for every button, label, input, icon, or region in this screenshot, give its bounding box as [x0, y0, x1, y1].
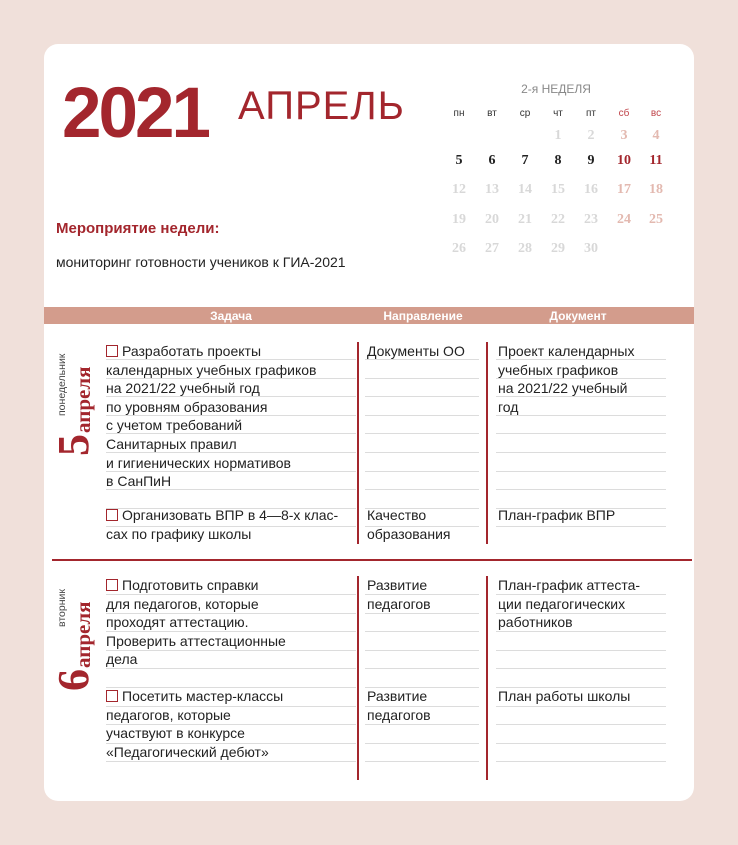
table-header — [44, 307, 694, 324]
column-separator — [486, 342, 488, 544]
day-month: апреля — [71, 366, 95, 433]
day-month: апреля — [71, 601, 95, 668]
weekday-header: вс — [650, 108, 662, 119]
calendar-day: 28 — [518, 241, 532, 256]
task-document: План работы школы — [498, 688, 631, 704]
header-task: Задача — [210, 309, 252, 323]
calendar-day: 13 — [485, 182, 499, 197]
writing-line — [496, 650, 666, 651]
task-direction: Документы ОО — [367, 343, 465, 359]
writing-line — [365, 433, 479, 434]
task-direction: Развитие педагогов — [367, 688, 431, 723]
task-item: Посетить мастер-классы педагогов, которые участвуют в конкурсе «Педагогический дебют» — [106, 688, 284, 760]
writing-line — [365, 631, 479, 632]
writing-line — [496, 706, 666, 707]
calendar-day: 20 — [485, 212, 499, 227]
column-separator — [357, 342, 359, 544]
event-of-week-title: Мероприятие недели: — [56, 220, 220, 237]
calendar-day: 3 — [620, 128, 628, 143]
weekday-header: сб — [618, 108, 630, 119]
calendar-day: 1 — [554, 128, 562, 143]
column-separator — [486, 576, 488, 780]
day-weekday: вторник — [56, 589, 68, 627]
weekday-header: пт — [586, 108, 596, 119]
calendar-day: 16 — [584, 182, 598, 197]
task-item: Организовать ВПР в 4—8-х клас- сах по графику школы — [106, 507, 339, 542]
calendar-day: 12 — [452, 182, 466, 197]
task-item: Подготовить справки для педагогов, которые проходят аттестацию. Проверить аттестационные дела — [106, 577, 286, 668]
writing-line — [496, 668, 666, 669]
checkbox[interactable] — [106, 509, 118, 521]
calendar-day: 17 — [617, 182, 631, 197]
task-document: План-график аттеста- ции педагогических работников — [498, 577, 641, 631]
calendar-day: 15 — [551, 182, 565, 197]
header-document: Документ — [549, 309, 607, 323]
checkbox[interactable] — [106, 345, 118, 357]
calendar-day: 11 — [649, 153, 663, 168]
writing-line — [365, 489, 479, 490]
calendar-day: 9 — [587, 153, 595, 168]
calendar-day: 23 — [584, 212, 598, 227]
writing-line — [496, 724, 666, 725]
weekday-header: вт — [487, 108, 497, 119]
weekday-header: ср — [519, 108, 531, 119]
checkbox[interactable] — [106, 579, 118, 591]
calendar-day: 22 — [551, 212, 565, 227]
writing-line — [365, 471, 479, 472]
weekday-header: пн — [453, 108, 465, 119]
checkbox[interactable] — [106, 690, 118, 702]
task-document: Проект календарных учебных графиков на 2021/22 учебный год — [498, 343, 635, 415]
writing-line — [496, 471, 666, 472]
task-direction: Развитие педагогов — [367, 577, 431, 612]
calendar-day: 19 — [452, 212, 466, 227]
writing-line — [365, 743, 479, 744]
calendar-day: 24 — [617, 212, 631, 227]
writing-line — [496, 433, 666, 434]
calendar-day: 8 — [554, 153, 562, 168]
writing-line — [365, 378, 479, 379]
month-title: АПРЕЛЬ — [238, 84, 405, 128]
event-of-week-text: мониторинг готовности учеников к ГИА-2021 — [56, 254, 346, 270]
week-label: 2-я НЕДЕЛЯ — [521, 82, 591, 96]
day-number: 6 — [49, 669, 98, 691]
day-number: 5 — [49, 434, 98, 456]
calendar-day: 21 — [518, 212, 532, 227]
writing-line — [365, 650, 479, 651]
writing-line — [365, 761, 479, 762]
calendar-day: 27 — [485, 241, 499, 256]
calendar-day: 18 — [649, 182, 663, 197]
calendar-day: 29 — [551, 241, 565, 256]
calendar-day: 30 — [584, 241, 598, 256]
writing-line — [496, 526, 666, 527]
calendar-day: 10 — [617, 153, 631, 168]
writing-line — [365, 396, 479, 397]
calendar-day: 26 — [452, 241, 466, 256]
task-document: План-график ВПР — [498, 507, 616, 523]
writing-line — [496, 489, 666, 490]
column-separator — [357, 576, 359, 780]
writing-line — [365, 415, 479, 416]
calendar-day: 2 — [587, 128, 595, 143]
calendar-day: 7 — [521, 153, 529, 168]
day-weekday: понедельник — [56, 353, 68, 416]
calendar-day: 14 — [518, 182, 532, 197]
task-direction: Качество образования — [367, 507, 451, 542]
writing-line — [365, 452, 479, 453]
writing-line — [496, 452, 666, 453]
year-title: 2021 — [62, 74, 208, 153]
writing-line — [365, 668, 479, 669]
writing-line — [496, 761, 666, 762]
task-item: Разработать проекты календарных учебных графиков на 2021/22 учебный год по уровням образования с учетом требований Санитарных правил и гигиенических нормативов в СанПиН — [106, 343, 317, 490]
calendar-day: 6 — [488, 153, 496, 168]
header-direction: Направление — [383, 309, 463, 323]
calendar-day: 5 — [455, 153, 463, 168]
calendar-day: 25 — [649, 212, 663, 227]
day-divider — [52, 559, 692, 561]
calendar-day: 4 — [652, 128, 660, 143]
weekday-header: чт — [553, 108, 563, 119]
planner-page — [44, 44, 694, 801]
writing-line — [496, 743, 666, 744]
